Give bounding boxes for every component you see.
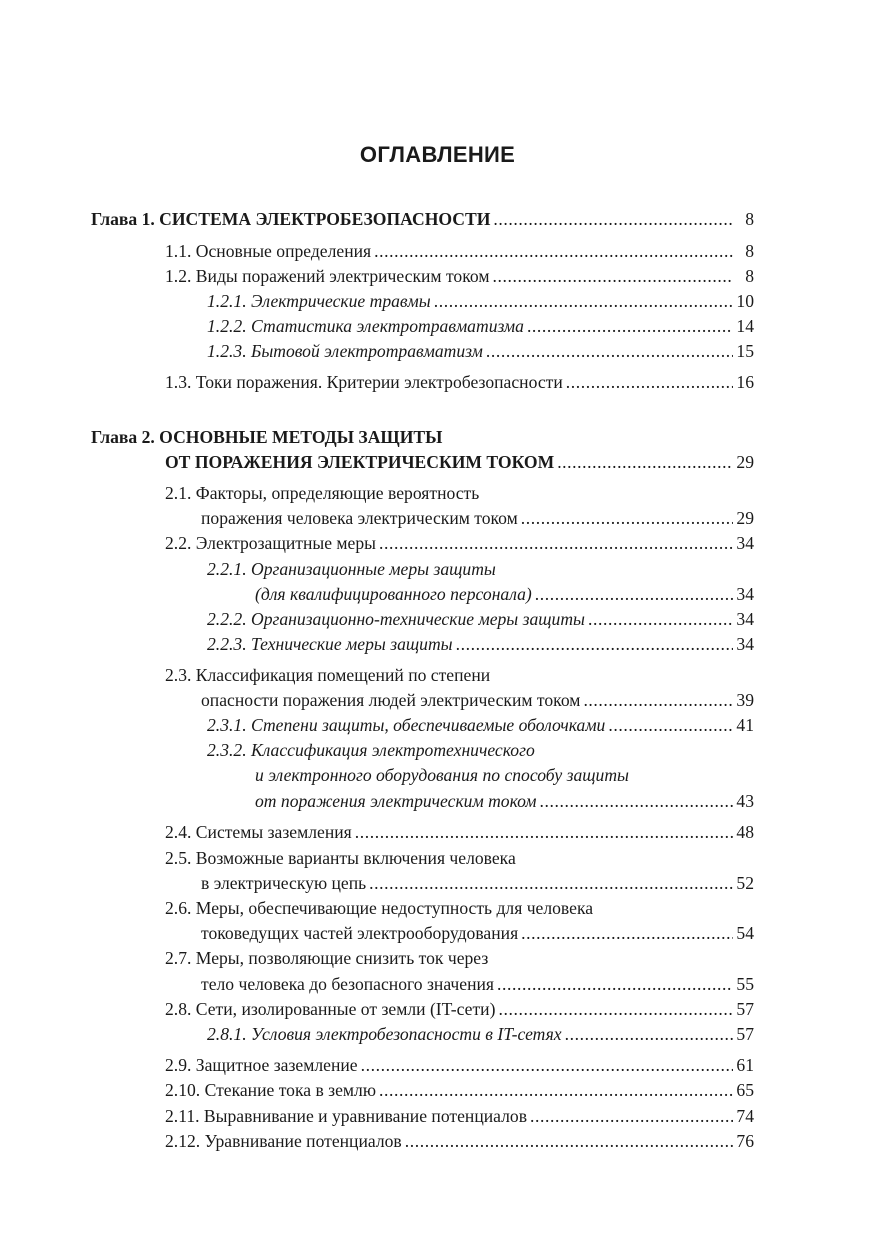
leader-dots (588, 607, 733, 631)
toc-page-number: 43 (736, 791, 754, 811)
toc-page-number: 34 (736, 584, 754, 604)
toc-page-number: 29 (736, 508, 754, 528)
toc-entry-2-10[interactable] (165, 1078, 754, 1102)
toc-entry-2-8[interactable] (165, 997, 754, 1021)
leader-dots (566, 370, 733, 394)
toc-entry-text: 1.2.3. Бытовой электротравматизм (207, 341, 483, 361)
leader-dots (493, 207, 733, 231)
leader-dots (355, 820, 733, 844)
toc-entry-2-2-1[interactable] (255, 582, 754, 606)
leader-dots (530, 1104, 733, 1128)
toc-entry-2-2-3[interactable] (207, 632, 754, 656)
toc-entry-text: 2.10. Стекание тока в землю (165, 1080, 376, 1100)
toc-page-number: 8 (745, 241, 754, 261)
toc-entry-text: 2.11. Выравнивание и уравнивание потенциалов (165, 1106, 528, 1126)
toc-entry-2-6-line1[interactable]: 2.6. Меры, обеспечивающие недоступность для человека (165, 898, 594, 918)
toc-entry-text: 1.2. Виды поражений электрическим током (165, 266, 490, 286)
toc-entry-2-2-2[interactable] (207, 607, 754, 631)
toc-entry-text: 2.2.2. Организационно-технические меры защиты (207, 609, 585, 629)
leader-dots (492, 264, 733, 288)
toc-entry-2-9[interactable] (165, 1053, 754, 1077)
toc-entry-chapter-2-line1[interactable]: Глава 2. ОСНОВНЫЕ МЕТОДЫ ЗАЩИТЫ (91, 427, 443, 447)
toc-page-number: 57 (736, 1024, 754, 1044)
toc-entry-text: в электрическую цепь (201, 873, 367, 893)
toc-entry-2-4[interactable] (165, 820, 754, 844)
leader-dots (361, 1053, 733, 1077)
toc-entry-1-2-2[interactable] (207, 314, 754, 338)
toc-page-number: 29 (736, 452, 754, 472)
toc-entry-text: 2.12. Уравнивание потенциалов (165, 1131, 402, 1151)
toc-page-number: 61 (736, 1055, 754, 1075)
toc-entry-2-3-line1[interactable]: 2.3. Классификация помещений по степени (165, 665, 491, 685)
toc-page-number: 34 (736, 533, 754, 553)
toc-page-number: 34 (736, 609, 754, 629)
leader-dots (527, 314, 733, 338)
toc-entry-2-3-2-line1[interactable]: 2.3.2. Классификация электротехнического (207, 740, 535, 760)
toc-entry-2-7-line1[interactable]: 2.7. Меры, позволяющие снизить ток через (165, 948, 489, 968)
toc-entry-2-5[interactable] (201, 871, 754, 895)
toc-entry-text: 2.8.1. Условия электробезопасности в IT-сетях (207, 1024, 562, 1044)
leader-dots (583, 688, 733, 712)
toc-entry-text: от поражения электрическим током (255, 791, 537, 811)
toc-entry-2-3-2[interactable] (255, 789, 754, 813)
leader-dots (608, 713, 733, 737)
toc-page-number: 39 (736, 690, 754, 710)
leader-dots (498, 997, 733, 1021)
toc-entry-text: 2.9. Защитное заземление (165, 1055, 358, 1075)
toc-entry-text: 2.2. Электрозащитные меры (165, 533, 376, 553)
toc-entry-2-7[interactable] (201, 972, 754, 996)
leader-dots (405, 1129, 733, 1153)
toc-page-number: 14 (736, 316, 754, 336)
toc-entry-1-2[interactable] (165, 264, 754, 288)
leader-dots (379, 1078, 733, 1102)
toc-page-number: 15 (736, 341, 754, 361)
leader-dots (540, 789, 733, 813)
leader-dots (497, 972, 733, 996)
toc-entry-text: 1.3. Токи поражения. Критерии электробезопасности (165, 372, 563, 392)
toc-entry-2-1-line1[interactable]: 2.1. Факторы, определяющие вероятность (165, 483, 480, 503)
toc-entry-1-2-3[interactable] (207, 339, 754, 363)
toc-page-number: 52 (736, 873, 754, 893)
toc-page-number: 10 (736, 291, 754, 311)
toc-page-number: 41 (736, 715, 754, 735)
toc-entry-text: опасности поражения людей электрическим током (201, 690, 581, 710)
toc-entry-text: Глава 1. СИСТЕМА ЭЛЕКТРОБЕЗОПАСНОСТИ (91, 209, 491, 229)
toc-entry-text: поражения человека электрическим током (201, 508, 518, 528)
toc-entry-text: 2.2.3. Технические меры защиты (207, 634, 453, 654)
toc-entry-2-12[interactable] (165, 1129, 754, 1153)
leader-dots (535, 582, 733, 606)
toc-entry-text: 2.8. Сети, изолированные от земли (IT-сети) (165, 999, 496, 1019)
leader-dots (486, 339, 733, 363)
toc-page-number: 8 (745, 209, 754, 229)
leader-dots (379, 531, 733, 555)
toc-page-number: 65 (736, 1080, 754, 1100)
toc-entry-text: 1.2.1. Электрические травмы (207, 291, 431, 311)
toc-entry-text: 1.2.2. Статистика электротравматизма (207, 316, 524, 336)
toc-entry-2-11[interactable] (165, 1104, 754, 1128)
toc-page-number: 57 (736, 999, 754, 1019)
toc-page-number: 16 (736, 372, 754, 392)
toc-entry-1-1[interactable] (165, 239, 754, 263)
toc-entry-2-5-line1[interactable]: 2.5. Возможные варианты включения человека (165, 848, 516, 868)
leader-dots (565, 1022, 733, 1046)
toc-entry-text: тело человека до безопасного значения (201, 974, 495, 994)
toc-entry-2-3-2-line2[interactable]: и электронного оборудования по способу защиты (255, 765, 629, 785)
toc-entry-text: (для квалифицированного персонала) (255, 584, 532, 604)
leader-dots (521, 921, 733, 945)
toc-entry-2-2[interactable] (165, 531, 754, 555)
toc-entry-text: 2.3.1. Степени защиты, обеспечиваемые оболочками (207, 715, 606, 735)
toc-entry-chapter-1[interactable] (91, 207, 754, 231)
toc-entry-1-2-1[interactable] (207, 289, 754, 313)
toc-page-number: 76 (736, 1131, 754, 1151)
toc-entry-2-3[interactable] (201, 688, 754, 712)
toc-entry-2-3-1[interactable] (207, 713, 754, 737)
toc-entry-2-2-1-line1[interactable]: 2.2.1. Организационные меры защиты (207, 559, 496, 579)
toc-page-number: 54 (736, 923, 754, 943)
toc-entry-chapter-2[interactable] (165, 450, 754, 474)
leader-dots (456, 632, 733, 656)
leader-dots (434, 289, 733, 313)
toc-entry-2-1[interactable] (201, 506, 754, 530)
leader-dots (557, 450, 733, 474)
toc-entry-text: токоведущих частей электрооборудования (201, 923, 519, 943)
toc-entry-2-8-1[interactable] (207, 1022, 754, 1046)
toc-page-number: 34 (736, 634, 754, 654)
leader-dots (521, 506, 733, 530)
page-title: ОГЛАВЛЕНИЕ (359, 142, 516, 167)
toc-entry-text: 2.4. Системы заземления (165, 822, 352, 842)
toc-entry-1-3[interactable] (165, 370, 754, 394)
toc-entry-text: ОТ ПОРАЖЕНИЯ ЭЛЕКТРИЧЕСКИМ ТОКОМ (165, 452, 555, 472)
toc-page-number: 55 (736, 974, 754, 994)
toc-page-number: 74 (736, 1106, 754, 1126)
toc-entry-2-6[interactable] (201, 921, 754, 945)
leader-dots (374, 239, 733, 263)
toc-entry-text: 1.1. Основные определения (165, 241, 372, 261)
leader-dots (369, 871, 733, 895)
toc-page-number: 8 (745, 266, 754, 286)
toc-page-number: 48 (736, 822, 754, 842)
